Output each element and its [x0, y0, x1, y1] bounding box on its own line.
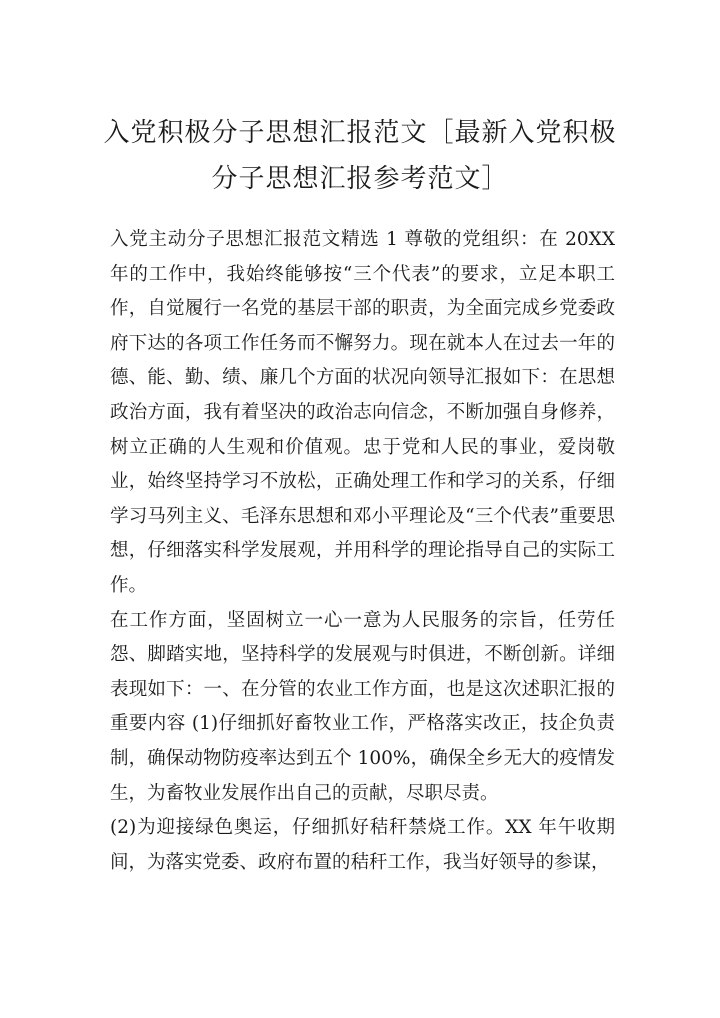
paragraph-3: (2)为迎接绿色奥运，仔细抓好秸秆禁烧工作。XX 年午收期间，为落实党委、政府布置的秸秆工作，我当好领导的参谋，: [110, 817, 615, 873]
paragraph-2: 在工作方面，坚固树立一心一意为人民服务的宗旨，任劳任怨、脚踏实地，坚持科学的发展观与时俱进，不断创新。详细表现如下：一、在分管的农业工作方面，也是这次述职汇报的重要内容 (1)仔细抓好畜牧业工作，严格落实改正，技企负责制，确保动物防疫率达到五个 100%，确保全乡无大的疫情发生，为畜牧业发展作出自己的贡献，尽职尽责。: [110, 609, 615, 804]
document-body: [110, 223, 615, 880]
paragraph-1: 入党主动分子思想汇报范文精选 1 尊敬的党组织：在 20XX 年的工作中，我始终能够按“三个代表”的要求，立足本职工作，自觉履行一名党的基层干部的职责，为全面完成乡党委政府下达的各项工作任务而不懈努力。现在就本人在过去一年的德、能、勤、绩、廉几个方面的状况向领导汇报如下：在思想政治方面，我有着坚决的政治志向信念，不断加强自身修养，树立正确的人生观和价值观。忠于党和人民的事业，爱岗敬业，始终坚持学习不放松，正确处理工作和学习的关系，仔细学习马列主义、毛泽东思想和邓小平理论及“三个代表”重要思想，仔细落实科学发展观，并用科学的理论指导自己的实际工作。: [110, 229, 615, 596]
document-title: 入党积极分子思想汇报范文［最新入党积极分子思想汇报参考范文］: [103, 118, 617, 194]
